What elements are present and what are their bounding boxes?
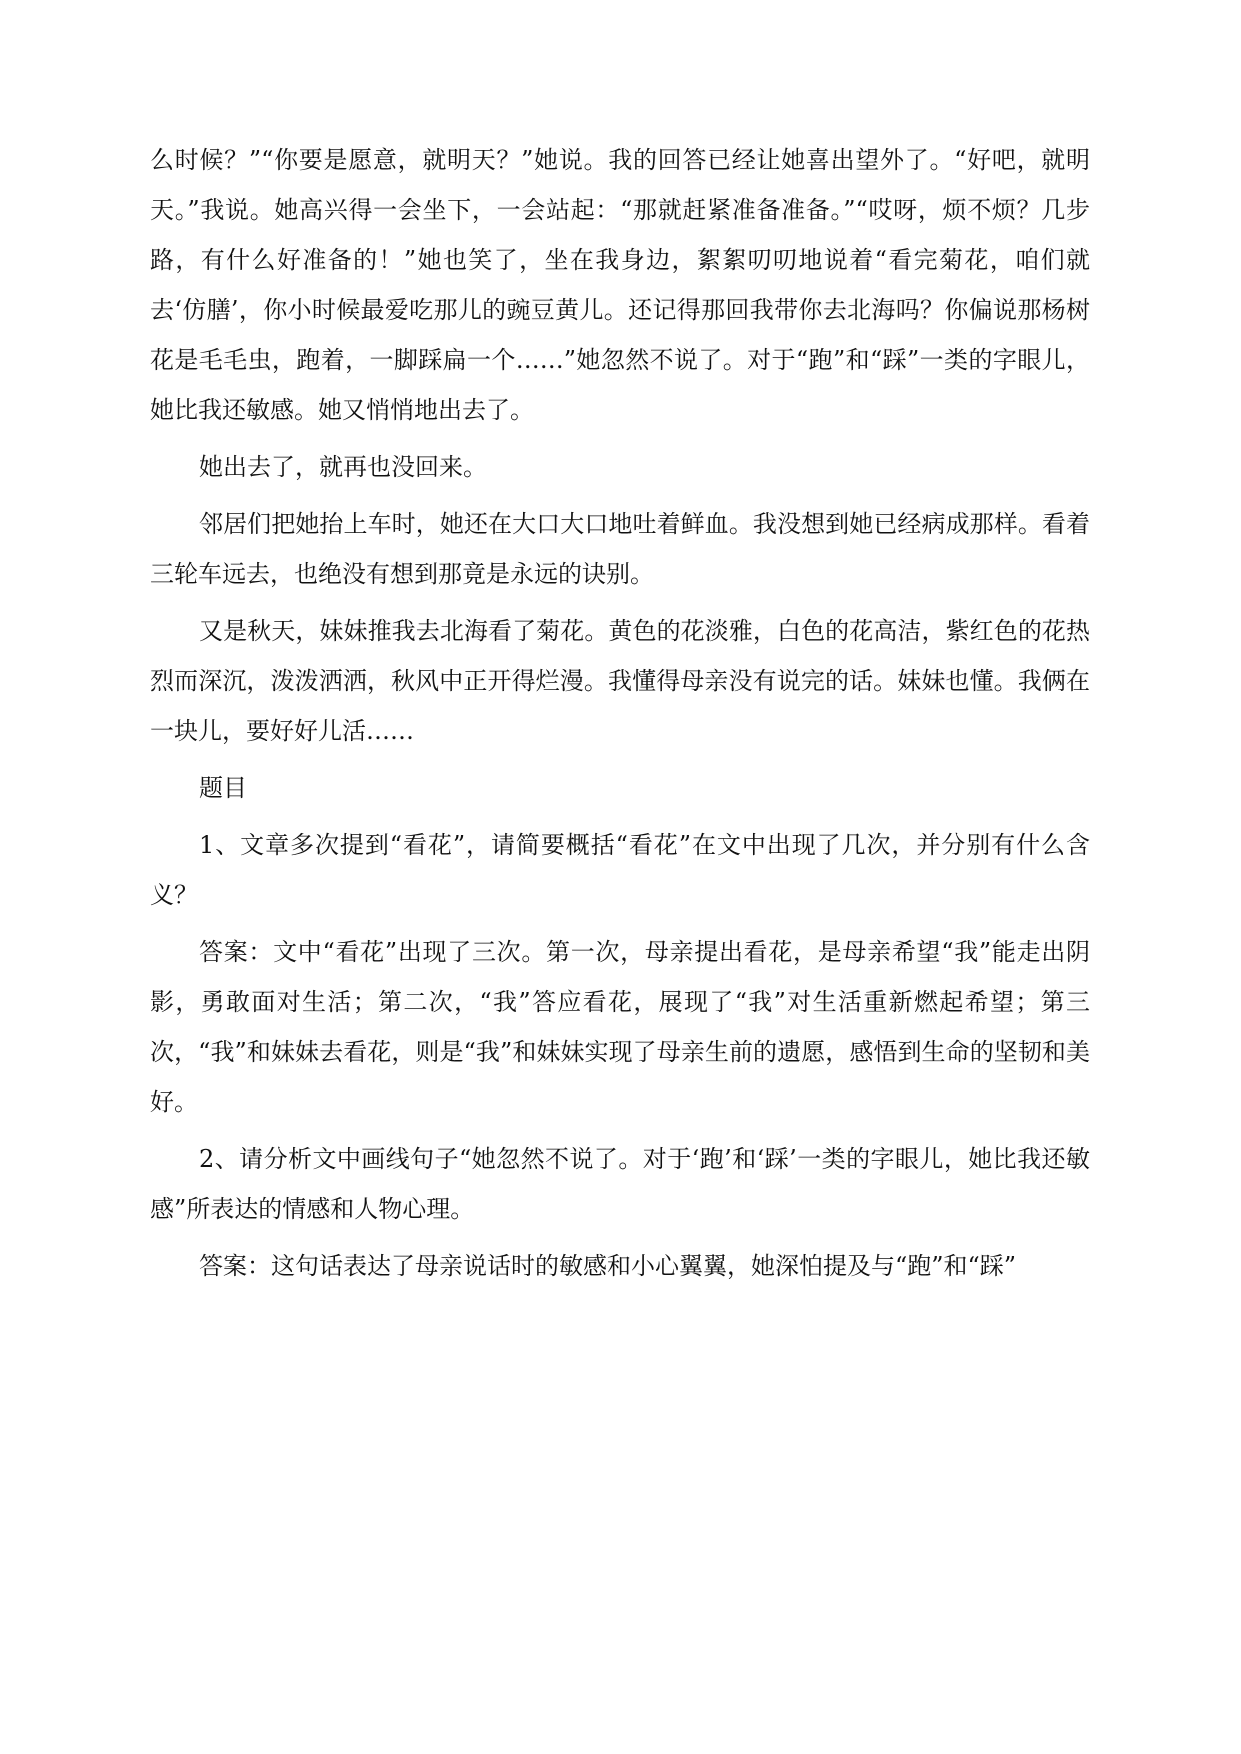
story-paragraph-mother-left: 她出去了，就再也没回来。 <box>199 453 487 481</box>
document-page <box>150 135 1090 1298</box>
story-paragraph-autumn: 又是秋天，妹妹推我去北海看了菊花。黄色的花淡雅，白色的花高洁，紫红色的花热烈而深沉，泼泼洒洒，秋风中正开得烂漫。我懂得母亲没有说完的话。妹妹也懂。我俩在一块儿，要好好儿活…… <box>150 617 1090 745</box>
question-2: 2、请分析文中画线句子“她忽然不说了。对于‘跑’和‘踩’一类的字眼儿，她比我还敏感”所表达的情感和人物心理。 <box>150 1145 1090 1223</box>
story-paragraph-continued: 么时候？”“你要是愿意，就明天？”她说。我的回答已经让她喜出望外了。“好吧，就明天。”我说。她高兴得一会坐下，一会站起：“那就赶紧准备准备。”“哎呀，烦不烦？几步路，有什么好准备的！”她也笑了，坐在我身边，絮絮叨叨地说着“看完菊花，咱们就去‘仿膳’，你小时候最爱吃那儿的豌豆黄儿。还记得那回我带你去北海吗？你偏说那杨树花是毛毛虫，跑着，一脚踩扁一个……”她忽然不说了。对于“跑”和“踩”一类的字眼儿，她比我还敏感。她又悄悄地出去了。 <box>150 146 1090 424</box>
question-1: 1、文章多次提到“看花”，请简要概括“看花”在文中出现了几次，并分别有什么含义？ <box>150 831 1090 909</box>
answer-2: 答案：这句话表达了母亲说话时的敏感和小心翼翼，她深怕提及与“跑”和“踩” <box>199 1252 1017 1280</box>
answer-1: 答案：文中“看花”出现了三次。第一次，母亲提出看花，是母亲希望“我”能走出阴影，勇敢面对生活；第二次，“我”答应看花，展现了“我”对生活重新燃起希望；第三次，“我”和妹妹去看花，则是“我”和妹妹实现了母亲生前的遗愿，感悟到生命的坚韧和美好。 <box>150 938 1090 1116</box>
story-paragraph-neighbors: 邻居们把她抬上车时，她还在大口大口地吐着鲜血。我没想到她已经病成那样。看着三轮车远去，也绝没有想到那竟是永远的诀别。 <box>150 510 1090 588</box>
questions-heading: 题目 <box>199 774 247 802</box>
